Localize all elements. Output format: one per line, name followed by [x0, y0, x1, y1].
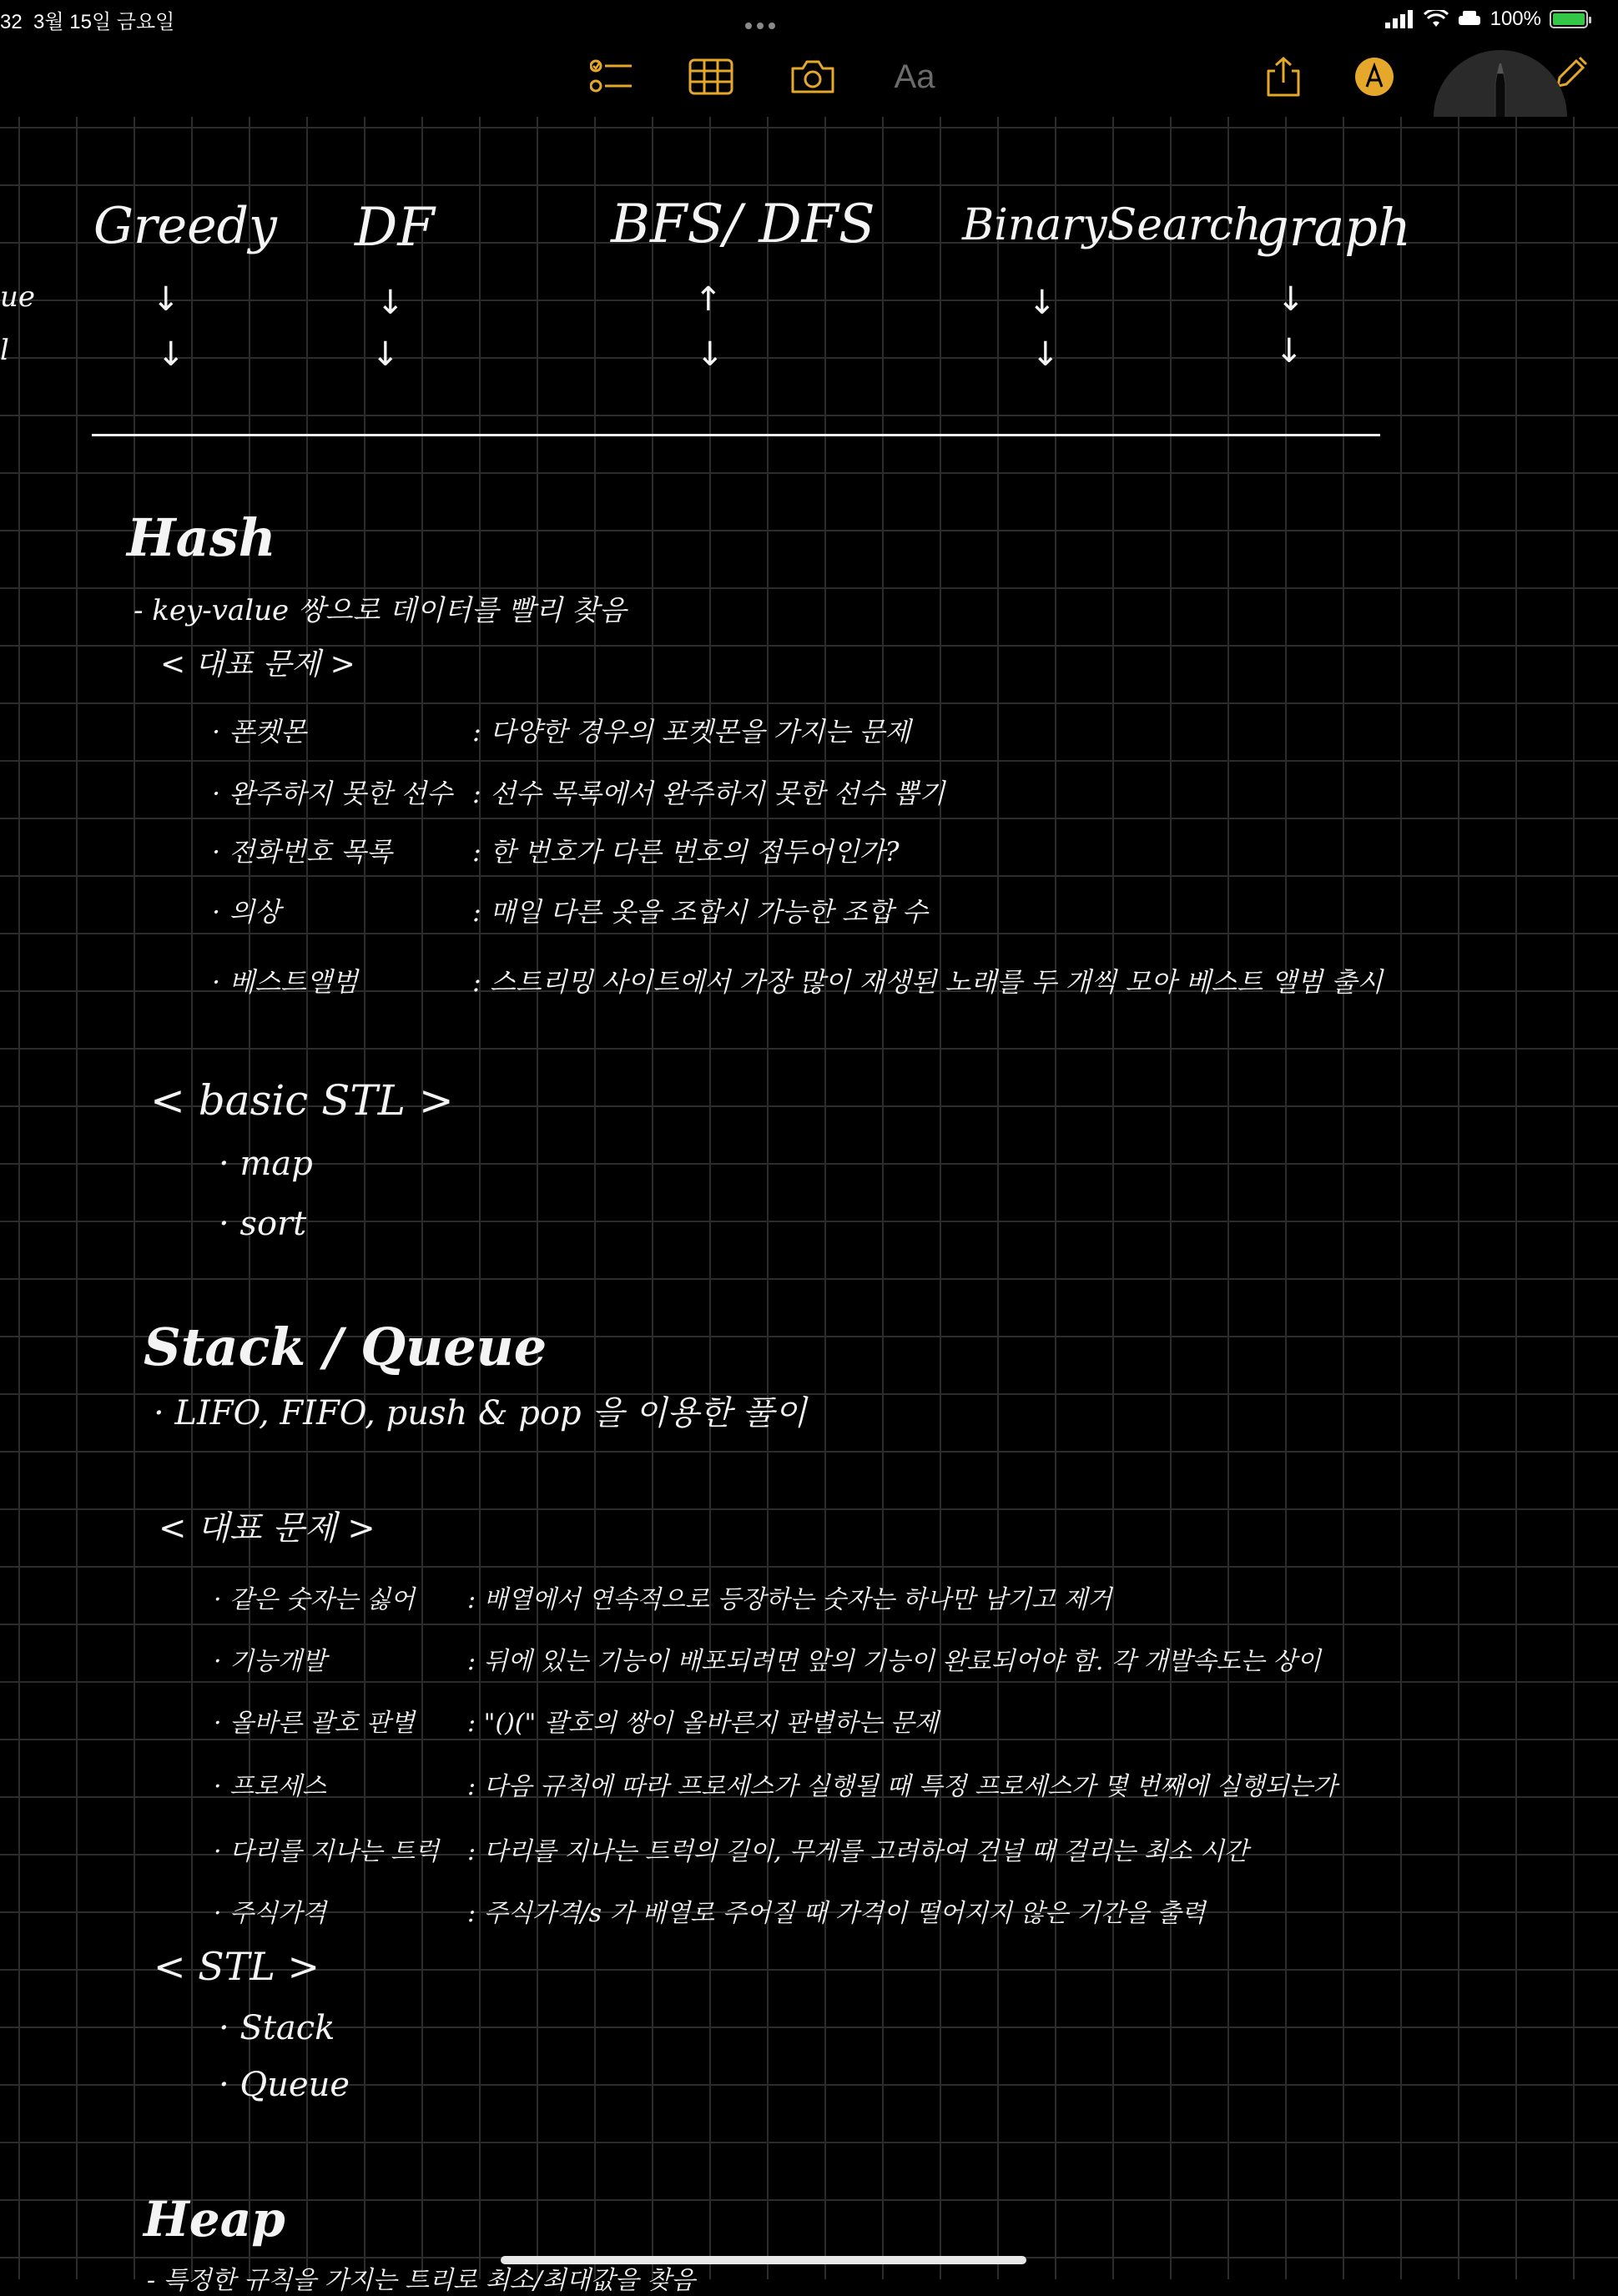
arrow-bfs-2: ↓: [696, 335, 724, 374]
camera-icon[interactable]: [788, 52, 838, 102]
arrow-graph-1: ↓: [1277, 280, 1305, 319]
sq-problem-name: · 같은 숫자는 싫어: [214, 1585, 416, 1614]
stack-queue-stl-heading: < STL >: [154, 1944, 320, 1989]
status-time-text: 32: [0, 11, 23, 33]
header-greedy: Greedy: [93, 197, 277, 255]
hash-problem-name: · 베스트앨범: [212, 966, 358, 998]
stack-queue-problems-heading: < 대표 문제 >: [159, 1509, 376, 1548]
sq-problem-desc: : 다음 규칙에 따라 프로세스가 실행될 때 특정 프로세스가 몇 번째에 실행되는가: [467, 1772, 1338, 1801]
heap-partial-line: - 특정한 규칙을 가지는 트리로 최소/최대값을 찾음: [147, 2266, 696, 2295]
row-label-2: l: [0, 334, 9, 367]
status-bar: [0, 0, 1618, 40]
hash-problem-name: · 완주하지 못한 선수: [212, 778, 452, 809]
hash-problem-name: · 폰켓몬: [212, 716, 307, 748]
stack-queue-desc: · LIFO, FIFO, push & pop 을 이용한 풀이: [154, 1394, 807, 1432]
divider-line: [92, 434, 1380, 436]
hash-problem-desc: : 매일 다른 옷을 조합시 가능한 조합 수: [472, 896, 928, 928]
wifi-icon: [1424, 10, 1449, 28]
sq-stl-item: · Queue: [219, 2066, 350, 2104]
format-text-button[interactable]: [890, 52, 940, 102]
arrow-df-2: ↓: [371, 335, 400, 374]
hash-desc: - key-value 쌍으로 데이터를 빨리 찾음: [134, 594, 627, 627]
sq-problem-desc: : 뒤에 있는 기능이 배포되려면 앞의 기능이 완료되어야 함. 각 개발속도는 상이: [467, 1647, 1321, 1676]
header-binarysearch: BinarySearch: [962, 200, 1262, 250]
sq-problem-desc: : 배열에서 연속적으로 등장하는 숫자는 하나만 남기고 제거: [467, 1585, 1112, 1614]
status-date: 3월 15일 금요일: [33, 11, 175, 33]
arrow-greedy-2: ↓: [157, 335, 185, 374]
markup-icon[interactable]: [1349, 52, 1399, 102]
battery-percent: 100%: [1489, 8, 1541, 30]
hash-problem-desc: : 스트리밍 사이트에서 가장 많이 재생된 노래를 두 개씩 모아 베스트 앨범 출시: [472, 966, 1384, 998]
format-label: Aa: [894, 58, 935, 95]
arrow-df-1: ↓: [376, 284, 405, 322]
sq-problem-name: · 프로세스: [214, 1772, 326, 1801]
sq-problem-desc: : "()(" 괄호의 쌍이 올바른지 판별하는 문제: [467, 1709, 939, 1738]
arrow-binary-2: ↓: [1031, 335, 1060, 374]
arrow-bfs-1: ↑: [694, 280, 723, 319]
multitasking-dots-icon[interactable]: [745, 17, 782, 23]
hash-problem-name: · 전화번호 목록: [212, 836, 392, 868]
hash-stl-item: · sort: [219, 1205, 307, 1243]
heap-title: Heap: [144, 2191, 285, 2248]
sq-problem-name: · 올바른 괄호 판별: [214, 1709, 416, 1738]
arrow-greedy-1: ↓: [152, 280, 180, 319]
hash-problems-heading: < 대표 문제 >: [160, 647, 355, 682]
hash-stl-item: · map: [219, 1145, 313, 1183]
car-icon: [1457, 10, 1482, 28]
share-icon[interactable]: [1258, 52, 1308, 102]
hash-problem-desc: : 한 번호가 다른 번호의 접두어인가?: [472, 836, 900, 868]
hash-title: Hash: [127, 507, 276, 568]
sq-problem-desc: : 다리를 지나는 트럭의 길이, 무게를 고려하여 건널 때 걸리는 최소 시간: [467, 1837, 1248, 1866]
hash-stl-heading: < basic STL >: [150, 1076, 454, 1125]
arrow-binary-1: ↓: [1028, 284, 1056, 322]
home-indicator[interactable]: [501, 2256, 1026, 2264]
arrow-graph-2: ↓: [1275, 332, 1303, 370]
header-df: DF: [355, 197, 435, 259]
cellular-signal-icon: [1385, 10, 1415, 28]
status-time: [0, 5, 174, 34]
note-canvas[interactable]: [0, 117, 1618, 2295]
header-graph: graph: [1256, 197, 1411, 258]
stack-queue-title: Stack / Queue: [144, 1317, 547, 1377]
hash-problem-desc: : 다양한 경우의 포켓몬을 가지는 문제: [472, 716, 911, 748]
table-icon[interactable]: [686, 52, 736, 102]
sq-stl-item: · Stack: [219, 2009, 335, 2047]
sq-problem-name: · 다리를 지나는 트럭: [214, 1837, 439, 1866]
sq-problem-desc: : 주식가격/s 가 배열로 주어질 때 가격이 떨어지지 않은 기간을 출력: [467, 1899, 1206, 1928]
battery-icon: [1550, 10, 1588, 28]
sq-problem-name: · 주식가격: [214, 1899, 326, 1928]
hash-problem-name: · 의상: [212, 896, 281, 928]
row-label-1: ue: [0, 280, 36, 314]
status-right: [1385, 7, 1588, 32]
notes-toolbar: [0, 52, 1618, 113]
checklist-icon[interactable]: [587, 52, 637, 102]
sq-problem-name: · 기능개발: [214, 1647, 326, 1676]
hash-problem-desc: : 선수 목록에서 완주하지 못한 선수 뽑기: [472, 778, 945, 809]
header-bfs-dfs: BFS/ DFS: [611, 194, 875, 255]
